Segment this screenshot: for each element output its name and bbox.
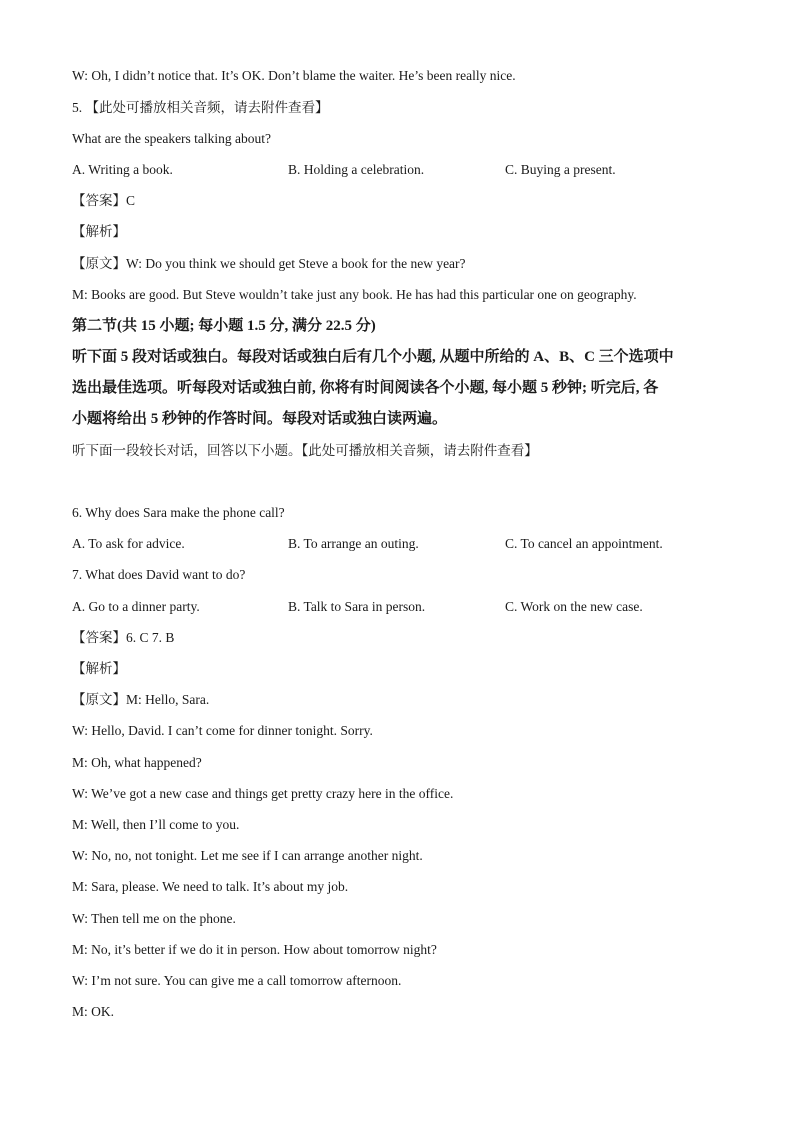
question-6-prompt: 6. Why does Sara make the phone call? [72, 505, 285, 520]
q6-option-c: C. To cancel an appointment. [505, 536, 663, 551]
q5-analysis-label: 【解析】 [72, 224, 126, 239]
q5-option-c: C. Buying a present. [505, 162, 616, 177]
q5-option-a: A. Writing a book. [72, 162, 173, 177]
q5-option-b: B. Holding a celebration. [288, 162, 425, 177]
q5-answer: 【答案】C [72, 193, 136, 208]
transcript-line: W: No, no, not tonight. Let me see if I can arrange another night. [72, 848, 423, 863]
question-5-audio-note: 5. 【此处可播放相关音频，请去附件查看】 [72, 100, 329, 115]
transcript-line: W: Then tell me on the phone. [72, 911, 236, 926]
q7-option-c: C. Work on the new case. [505, 599, 643, 614]
question-7-prompt: 7. What does David want to do? [72, 567, 246, 582]
q6-7-analysis-label: 【解析】 [72, 661, 126, 676]
section-heading: 第二节(共 15 小题; 每小题 1.5 分, 满分 22.5 分) [72, 318, 376, 334]
transcript-line: M: No, it’s better if we do it in person. How about tomorrow night? [72, 942, 437, 957]
q5-transcript-line: 【原文】W: Do you think we should get Steve a book for the new year? [72, 256, 466, 271]
transcript-line: W: We’ve got a new case and things get pretty crazy here in the office. [72, 786, 454, 801]
transcript-line: 【原文】M: Hello, Sara. [72, 692, 210, 707]
transcript-line: W: I’m not sure. You can give me a call tomorrow afternoon. [72, 973, 402, 988]
transcript-line: W: Hello, David. I can’t come for dinner tonight. Sorry. [72, 723, 373, 738]
q6-option-a: A. To ask for advice. [72, 536, 185, 551]
transcript-line: M: OK. [72, 1004, 115, 1019]
questions-6-7-audio-note: 听下面一段较长对话，回答以下小题。【此处可播放相关音频，请去附件查看】 [72, 443, 538, 458]
q6-7-answer: 【答案】6. C 7. B [72, 630, 175, 645]
dialogue-line: W: Oh, I didn’t notice that. It’s OK. Don’t blame the waiter. He’s been really nice. [72, 68, 516, 83]
transcript-line: M: Sara, please. We need to talk. It’s about my job. [72, 879, 349, 894]
q7-option-a: A. Go to a dinner party. [72, 599, 200, 614]
section-instructions: 选出最佳选项。听每段对话或独白前, 你将有时间阅读各个小题, 每小题 5 秒钟; 听完后, 各 [72, 380, 659, 396]
q5-transcript-line: M: Books are good. But Steve wouldn’t take just any book. He has had this particular one on geography. [72, 287, 637, 302]
section-instructions: 小题将给出 5 秒钟的作答时间。每段对话或独白读两遍。 [72, 411, 448, 427]
section-instructions: 听下面 5 段对话或独白。每段对话或独白后有几个小题, 从题中所给的 A、B、C 三个选项中 [72, 349, 674, 365]
transcript-line: M: Well, then I’ll come to you. [72, 817, 240, 832]
q6-option-b: B. To arrange an outing. [288, 536, 419, 551]
q7-option-b: B. Talk to Sara in person. [288, 599, 426, 614]
transcript-line: M: Oh, what happened? [72, 755, 202, 770]
question-5-prompt: What are the speakers talking about? [72, 131, 272, 146]
